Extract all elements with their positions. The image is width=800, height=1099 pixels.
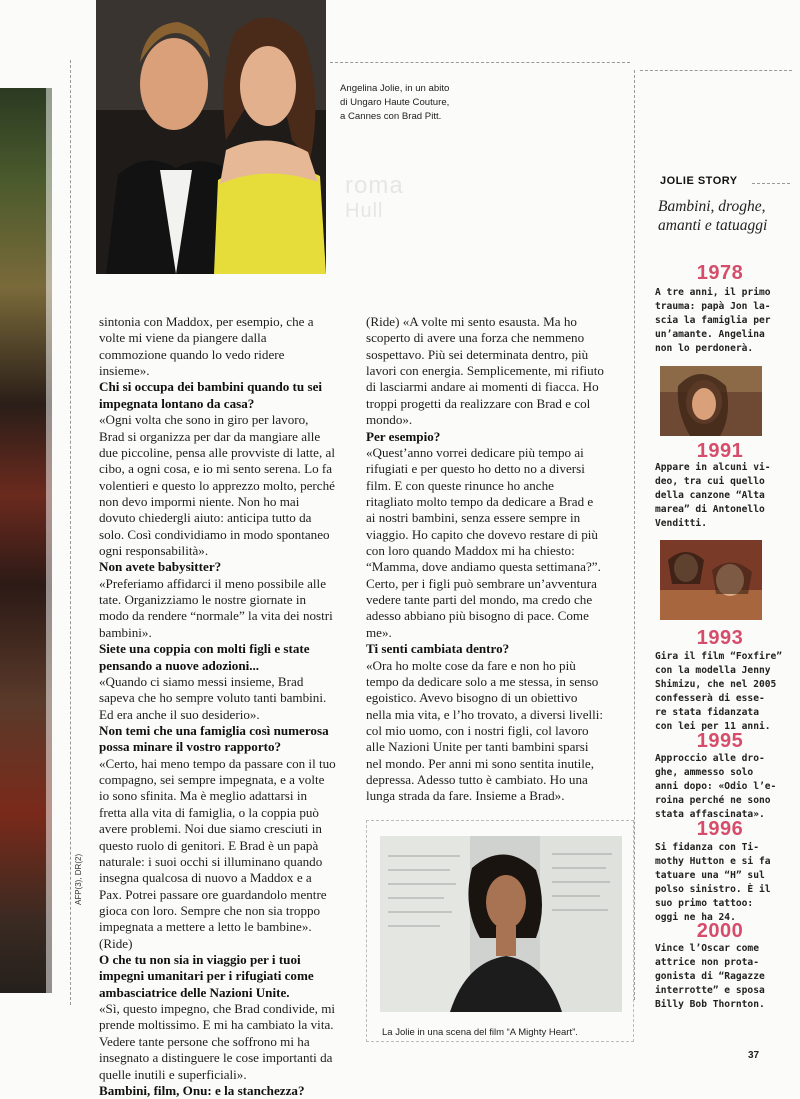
ghost-text-2: Hull	[345, 200, 384, 222]
dotted-rule-left	[70, 60, 71, 1005]
timeline-year: 1993	[696, 627, 744, 649]
left-edge-photo	[0, 88, 52, 993]
article-column-2: (Ride) «A volte mi sento esausta. Ma ho scoperto di avere una forza che nemmeno sospettavo. Più sei determinata dentro, più lavori con energia. Semplicemente, mi rifiuto di lasciarmi andare ai momenti di fiacca. Ho troppi progetti da realizzare con Brad e col mondo». Per esempio? «Quest’anno vorrei dedicare più tempo ai rifugiati e per questo ho detto no a diversi film. E con queste rinunce ho anche ritagliato molto tempo da dedicare a Brad e ai nostri bambini, senza essere sempre in viaggio. Ho capito che dovevo restare di più con loro quando Maddox mi ha chiesto: “Mamma, dove andiamo questa settimana?”. Certo, per i figli può sembrare un’avventura vedere tante parti del mondo, ma credo che adesso abbiano più bisogno di pace. Come me». Ti senti cambiata dentro? «Ora ho molte cose da fare e non ho più tempo da dedicare solo a me stessa, in senso egoistico. Avevo bisogno di un obiettivo nella mia vita, e l’ho trovato, a diversi livelli: col mio uomo, con i nostri figli, col lavoro alle Nazioni Unite per tanti bambini sparsi nel mondo. Per anni mi sono sentita inutile, depressa. Adesso tutto è cambiato. Ho una lunga strada da fare. Insieme a Brad».	[366, 314, 604, 804]
dotted-rule-sidebar-top	[640, 70, 792, 71]
sidebar-heading-rule	[752, 183, 790, 184]
top-photo-caption: Angelina Jolie, in un abito di Ungaro Haute Couture, a Cannes con Brad Pitt.	[340, 83, 450, 122]
timeline-year: 1978	[696, 262, 744, 284]
photo-credit: AFP(3), DR(2)	[74, 853, 83, 905]
thumb-photo-1	[660, 366, 762, 436]
sidebar-subtitle: Bambini, droghe, amanti e tatuaggi	[658, 198, 768, 234]
timeline-year: 1996	[696, 818, 744, 840]
thumb-photo-2	[660, 540, 762, 620]
timeline-event: Vince l’Oscar come attrice non prota- gonista di “Ragazze interrotte” e sposa Billy Bob Thornton.	[655, 943, 765, 1010]
timeline-year: 2000	[696, 920, 744, 942]
photo-a-mighty-heart	[380, 836, 622, 1012]
sidebar-heading: JOLIE STORY	[660, 175, 738, 187]
photo-jolie-pitt	[96, 0, 326, 274]
ghost-text-1: roma	[345, 172, 404, 199]
timeline-event: Gira il film “Foxfire” con la modella Jenny Shimizu, che nel 2005 confesserà di esse- re stata fidanzata con lei per 11 anni.	[655, 651, 783, 732]
timeline-event: Approccio alle dro- ghe, ammesso solo anni dopo: «Odio l’e- roina perché ne sono stata affascinata».	[655, 753, 777, 820]
timeline-year: 1995	[696, 730, 744, 752]
dotted-rule-top	[330, 62, 630, 63]
timeline-event: Appare in alcuni vi- deo, tra cui quello della canzone “Alta marea” di Antonello Venditti.	[655, 462, 771, 529]
article-column-1: sintonia con Maddox, per esempio, che a volte mi viene da piangere dalla commozione quando lo vedo ridere insieme». Chi si occupa dei bambini quando tu sei impegnata lontano da casa? «Ogni volta che sono in giro per lavoro, Brad si organizza per dar da mangiare alle due piccoline, pensa alle provviste di latte, al cibo, a ogni cosa, e io mi sento serena. Lo fa volentieri e questo lo apprezzo molto, perché non devo impormi niente. Non ho mai dovuto chiedergli aiuto: anticipa tutto da solo. Così condividiamo in modo spontaneo ogni responsabilità». Non avete babysitter? «Preferiamo affidarci il meno possibile alle tate. Organizziamo le nostre giornate in modo da rendere “normale” la vita dei nostri bambini». Siete una coppia con molti figli e state pensando a nuove adozioni... «Quando ci siamo messi insieme, Brad sapeva che ho sempre voluto tanti bambini. Ed era anche il suo desiderio». Non temi che una famiglia così numerosa possa minare il vostro rapporto? «Certo, hai meno tempo da passare con il tuo compagno, sei sempre impegnata, e a volte io sono sfinita. Ma è meglio adattarsi in fretta alla vita di famiglia, o la coppia può avere problemi. Noi due siamo cresciuti in questo ruolo di genitori. E Brad è un papà naturale: i suoi occhi si illuminano quando insegna qualcosa di nuovo a Maddox e a Pax. Potrei passare ore guardandolo mentre gioca con loro. Sempre che non sia troppo impegnata a mettere a letto le bambine». (Ride) O che tu non sia in viaggio per i tuoi impegni umanitari per i rifugiati come ambasciatrice delle Nazioni Unite. «Sì, questo impegno, che Brad condivide, mi prende moltissimo. E mi ha cambiato la vita. Vedere tante persone che soffrono mi ha insegnato a distinguere le cose importanti da quelle inutili e superficiali». Bambini, film, Onu: e la stanchezza?	[99, 314, 336, 1098]
timeline-year: 1991	[696, 440, 744, 462]
bottom-photo-caption: La Jolie in una scena del film “A Mighty Heart”.	[382, 1027, 578, 1038]
page-number: 37	[748, 1050, 760, 1061]
timeline-event: Si fidanza con Ti- mothy Hutton e si fa tatuare una “H” sul polso sinistro. È il suo primo tattoo: oggi ne ha 24.	[655, 842, 771, 923]
timeline-event: A tre anni, il primo trauma: papà Jon la- scia la famiglia per un’amante. Angelina non lo perdonerà.	[655, 287, 771, 354]
dotted-rule-sidebar	[634, 70, 635, 1000]
